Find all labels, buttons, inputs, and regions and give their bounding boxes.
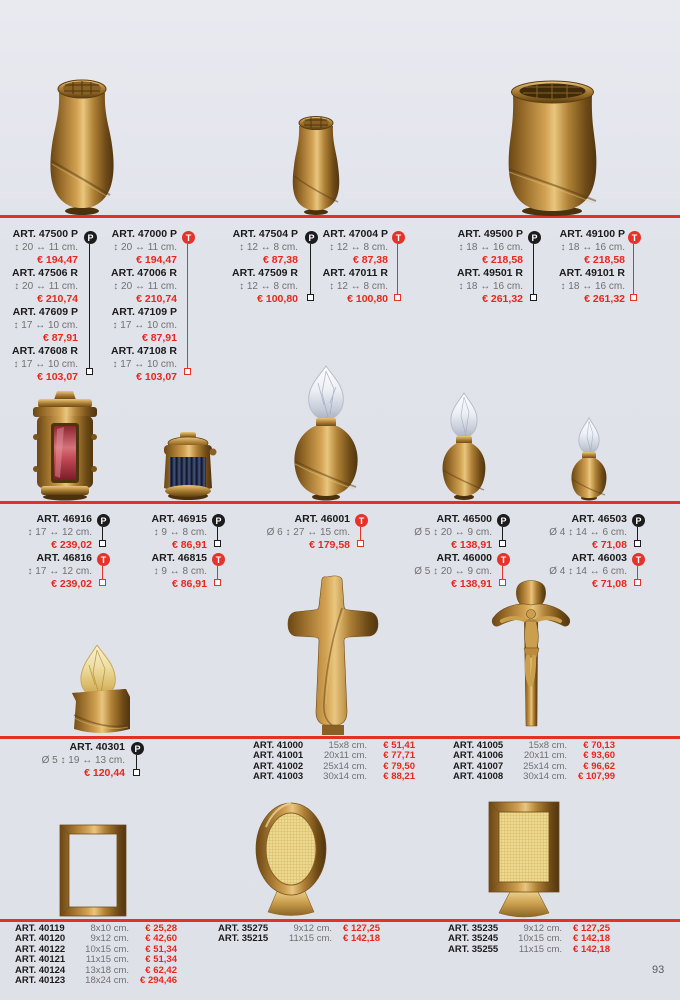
price: € 239,02 [51, 539, 92, 551]
product-info-column [314, 228, 388, 306]
dimensions: ↕ 17 ↔ 10 cm. [112, 359, 177, 370]
connector-square-icon [307, 294, 314, 301]
dimensions: ↕ 9 ↔ 8 cm. [153, 527, 207, 538]
crucifix-photo [490, 576, 571, 736]
badge-p-icon: P [212, 514, 225, 527]
dimensions: Ø 4 ↕ 14 ↔ 6 cm. [549, 527, 627, 538]
price: € 42,60 [145, 933, 177, 945]
badge-connector-line [102, 527, 103, 540]
price: € 107,99 [578, 771, 615, 783]
art-number: ART. 47609 P [12, 306, 78, 318]
art-number: ART. 47108 R [111, 345, 177, 357]
price: € 77,71 [383, 750, 415, 762]
connector-square-icon [86, 368, 93, 375]
price: € 103,07 [37, 371, 78, 383]
price: € 127,25 [343, 923, 380, 934]
art-number: ART. 35215 [218, 933, 269, 945]
art-number: ART. 47504 P [232, 228, 298, 240]
cross-price-table-left [253, 741, 415, 783]
price: € 87,91 [42, 332, 78, 344]
red-divider-line [0, 919, 680, 922]
dimensions: ↕ 17 ↔ 12 cm. [27, 566, 92, 577]
price: € 261,32 [482, 293, 523, 305]
price: € 138,91 [451, 539, 492, 551]
size: 15x8 cm. [528, 740, 567, 751]
dimensions: Ø 5 ↕ 19 ↔ 13 cm. [41, 755, 125, 766]
dimensions: Ø 5 ↕ 20 ↔ 9 cm. [414, 527, 492, 538]
table-row [448, 945, 610, 955]
frame-photo-rect-empty [56, 823, 130, 918]
badge-t-icon: T [97, 553, 110, 566]
badge-t-icon: T [497, 553, 510, 566]
size: 15x8 cm. [328, 740, 367, 751]
art-number: ART. 46001 [294, 513, 350, 525]
product-info-block [31, 741, 125, 780]
dimensions: ↕ 18 ↔ 16 cm. [560, 281, 625, 292]
art-number: ART. 47006 R [111, 267, 177, 279]
art-number: ART. 46500 [436, 513, 492, 525]
art-number: ART. 47608 R [12, 345, 78, 357]
size: 11x15 cm. [288, 933, 332, 945]
product-info-column [551, 228, 625, 306]
frame-price-table-left [15, 924, 177, 986]
size: 9x12 cm. [293, 923, 332, 934]
dimensions: ↕ 18 ↔ 16 cm. [458, 281, 523, 292]
product-info-column [224, 228, 298, 306]
frame-photo-oval [254, 801, 328, 919]
badge-p-icon: P [528, 231, 541, 244]
connector-square-icon [357, 540, 364, 547]
connector-square-icon [214, 540, 221, 547]
art-number: ART. 46816 [36, 552, 92, 564]
art-number: ART. 35255 [448, 943, 499, 955]
art-number: ART. 40119 [15, 923, 65, 934]
badge-p-icon: P [632, 514, 645, 527]
dimensions: ↕ 12 ↔ 8 cm. [239, 242, 298, 253]
dimensions: ↕ 18 ↔ 16 cm. [458, 242, 523, 253]
art-number: ART. 47506 R [12, 267, 78, 279]
price: € 138,91 [451, 578, 492, 590]
badge-p-icon: P [97, 514, 110, 527]
price: € 210,74 [37, 293, 78, 305]
art-number: ART. 47500 P [12, 228, 78, 240]
art-number: ART. 49100 P [559, 228, 625, 240]
badge-connector-line [360, 527, 361, 540]
price: € 88,21 [383, 771, 415, 783]
jar-photo-ribbed [156, 432, 220, 501]
size: 30x14 cm. [323, 771, 367, 783]
dimensions: ↕ 17 ↔ 10 cm. [13, 359, 78, 370]
price: € 218,58 [584, 254, 625, 266]
dimensions: ↕ 9 ↔ 8 cm. [153, 566, 207, 577]
price: € 100,80 [347, 293, 388, 305]
lantern-photo-red-window [24, 389, 106, 501]
art-number: ART. 47004 P [322, 228, 388, 240]
product-info-block [123, 552, 207, 591]
art-number: ART. 46915 [151, 513, 207, 525]
badge-connector-line [217, 566, 218, 579]
dimensions: ↕ 20 ↔ 11 cm. [113, 281, 177, 292]
flame-lamp-photo-medium [436, 392, 492, 501]
price: € 142,18 [573, 933, 610, 945]
product-info-block [8, 552, 92, 591]
price: € 71,08 [591, 578, 627, 590]
price: € 103,07 [136, 371, 177, 383]
dimensions: ↕ 12 ↔ 8 cm. [239, 281, 298, 292]
dimensions: ↕ 20 ↔ 11 cm. [14, 281, 78, 292]
price: € 86,91 [171, 578, 207, 590]
connector-square-icon [133, 769, 140, 776]
cross-price-table-right [453, 741, 615, 783]
dimensions: ↕ 17 ↔ 10 cm. [13, 320, 78, 331]
size: 30x14 cm. [523, 771, 567, 783]
table-row [253, 772, 415, 782]
product-info-column [449, 228, 523, 306]
badge-t-icon: T [355, 514, 368, 527]
price: € 210,74 [136, 293, 177, 305]
badge-connector-line [397, 244, 398, 294]
price: € 261,32 [584, 293, 625, 305]
badge-t-icon: T [182, 231, 195, 244]
badge-p-icon: P [131, 742, 144, 755]
badge-connector-line [533, 244, 534, 294]
product-info-column [4, 228, 78, 384]
size: 20x11 cm. [323, 750, 367, 762]
dimensions: ↕ 17 ↔ 12 cm. [27, 527, 92, 538]
art-number: ART. 41001 [253, 750, 304, 762]
art-number: ART. 40120 [15, 933, 66, 945]
price: € 93,60 [583, 750, 615, 762]
flame-lamp-photo-large [284, 365, 369, 501]
vase-photo-small [286, 112, 346, 216]
red-divider-line [0, 501, 680, 504]
badge-connector-line [502, 527, 503, 540]
price: € 79,50 [383, 760, 415, 772]
amber-flame-lamp-photo [60, 645, 140, 736]
size: 10x15 cm. [518, 933, 562, 945]
size: 13x18 cm. [85, 964, 129, 976]
connector-square-icon [394, 294, 401, 301]
badge-p-icon: P [84, 231, 97, 244]
art-number: ART. 41000 [253, 740, 304, 751]
price: € 179,58 [309, 539, 350, 551]
badge-connector-line [310, 244, 311, 294]
product-info-block [8, 513, 92, 552]
art-number: ART. 46003 [571, 552, 627, 564]
price: € 96,62 [583, 760, 615, 772]
badge-connector-line [89, 244, 90, 368]
art-number: ART. 40121 [15, 954, 66, 966]
size: 11x15 cm. [85, 954, 129, 966]
art-number: ART. 40301 [69, 741, 125, 753]
red-divider-line [0, 736, 680, 739]
art-number: ART. 47509 R [232, 267, 298, 279]
product-info-block [392, 552, 492, 591]
badge-t-icon: T [212, 553, 225, 566]
art-number: ART. 49501 R [457, 267, 523, 279]
price: € 51,41 [383, 740, 415, 751]
price: € 86,91 [171, 539, 207, 551]
price: € 127,25 [573, 923, 610, 934]
page-number: 93 [652, 964, 665, 976]
art-number: ART. 47011 R [322, 267, 388, 279]
connector-square-icon [99, 579, 106, 586]
connector-square-icon [214, 579, 221, 586]
price: € 218,58 [482, 254, 523, 266]
frame-photo-rect-mesh [483, 800, 564, 919]
price: € 71,08 [591, 539, 627, 551]
product-info-block [392, 513, 492, 552]
art-number: ART. 41002 [253, 760, 304, 772]
price: € 87,91 [141, 332, 177, 344]
product-info-block [250, 513, 350, 552]
badge-t-icon: T [632, 553, 645, 566]
size: 9x12 cm. [523, 923, 562, 934]
price: € 51,34 [145, 954, 177, 966]
dimensions: ↕ 17 ↔ 10 cm. [112, 320, 177, 331]
table-row [218, 934, 380, 944]
cross-photo-plain [286, 574, 381, 736]
product-info-column [103, 228, 177, 384]
art-number: ART. 47000 P [111, 228, 177, 240]
dimensions: Ø 4 ↕ 14 ↔ 6 cm. [549, 566, 627, 577]
connector-square-icon [499, 540, 506, 547]
art-number: ART. 41008 [453, 771, 504, 783]
badge-connector-line [633, 244, 634, 294]
dimensions: ↕ 20 ↔ 11 cm. [14, 242, 78, 253]
art-number: ART. 41006 [453, 750, 504, 762]
art-number: ART. 46815 [151, 552, 207, 564]
price: € 194,47 [37, 254, 78, 266]
badge-connector-line [136, 755, 137, 769]
badge-connector-line [217, 527, 218, 540]
vase-photo-large [42, 75, 122, 216]
art-number: ART. 49500 P [457, 228, 523, 240]
badge-t-icon: T [392, 231, 405, 244]
art-number: ART. 46916 [36, 513, 92, 525]
art-number: ART. 35275 [218, 923, 269, 934]
art-number: ART. 41005 [453, 740, 504, 751]
price: € 294,46 [140, 975, 177, 987]
dimensions: ↕ 18 ↔ 16 cm. [560, 242, 625, 253]
size: 8x10 cm. [90, 923, 129, 934]
connector-square-icon [530, 294, 537, 301]
connector-square-icon [184, 368, 191, 375]
art-number: ART. 40123 [15, 975, 66, 987]
frame-price-table-right [448, 924, 610, 955]
product-info-block [527, 513, 627, 552]
art-number: ART. 40124 [15, 964, 66, 976]
price: € 25,28 [145, 923, 177, 934]
size: 10x15 cm. [85, 943, 129, 955]
price: € 142,18 [573, 943, 610, 955]
table-row [15, 976, 177, 986]
badge-p-icon: P [497, 514, 510, 527]
art-number: ART. 35245 [448, 933, 499, 945]
size: 20x11 cm. [523, 750, 567, 762]
badge-connector-line [102, 566, 103, 579]
connector-square-icon [99, 540, 106, 547]
dimensions: Ø 5 ↕ 20 ↔ 9 cm. [414, 566, 492, 577]
price: € 194,47 [136, 254, 177, 266]
badge-connector-line [637, 566, 638, 579]
price: € 51,34 [145, 943, 177, 955]
vase-photo-wide [497, 77, 608, 216]
price: € 239,02 [51, 578, 92, 590]
price: € 142,18 [343, 933, 380, 945]
size: 9x12 cm. [90, 933, 129, 945]
price: € 100,80 [257, 293, 298, 305]
frame-price-table-center [218, 924, 380, 945]
art-number: ART. 41003 [253, 771, 304, 783]
art-number: ART. 49101 R [559, 267, 625, 279]
price: € 120,44 [84, 767, 125, 779]
size: 25x14 cm. [323, 760, 367, 772]
art-number: ART. 46503 [571, 513, 627, 525]
price: € 87,38 [352, 254, 388, 266]
connector-square-icon [630, 294, 637, 301]
dimensions: ↕ 20 ↔ 11 cm. [113, 242, 177, 253]
price: € 62,42 [145, 964, 177, 976]
size: 25x14 cm. [523, 760, 567, 772]
table-row [453, 772, 615, 782]
connector-square-icon [634, 540, 641, 547]
dimensions: Ø 6 ↕ 27 ↔ 15 cm. [266, 527, 350, 538]
art-number: ART. 46000 [436, 552, 492, 564]
connector-square-icon [634, 579, 641, 586]
art-number: ART. 41007 [453, 760, 504, 772]
badge-t-icon: T [628, 231, 641, 244]
badge-connector-line [187, 244, 188, 368]
size: 11x15 cm. [518, 943, 562, 955]
art-number: ART. 40122 [15, 943, 66, 955]
product-info-block [123, 513, 207, 552]
price: € 70,13 [583, 740, 615, 751]
dimensions: ↕ 12 ↔ 8 cm. [329, 242, 388, 253]
size: 18x24 cm. [85, 975, 129, 987]
dimensions: ↕ 12 ↔ 8 cm. [329, 281, 388, 292]
badge-connector-line [637, 527, 638, 540]
price: € 87,38 [262, 254, 298, 266]
art-number: ART. 35235 [448, 923, 499, 934]
badge-p-icon: P [305, 231, 318, 244]
art-number: ART. 47109 P [111, 306, 177, 318]
flame-lamp-photo-small [566, 417, 612, 501]
